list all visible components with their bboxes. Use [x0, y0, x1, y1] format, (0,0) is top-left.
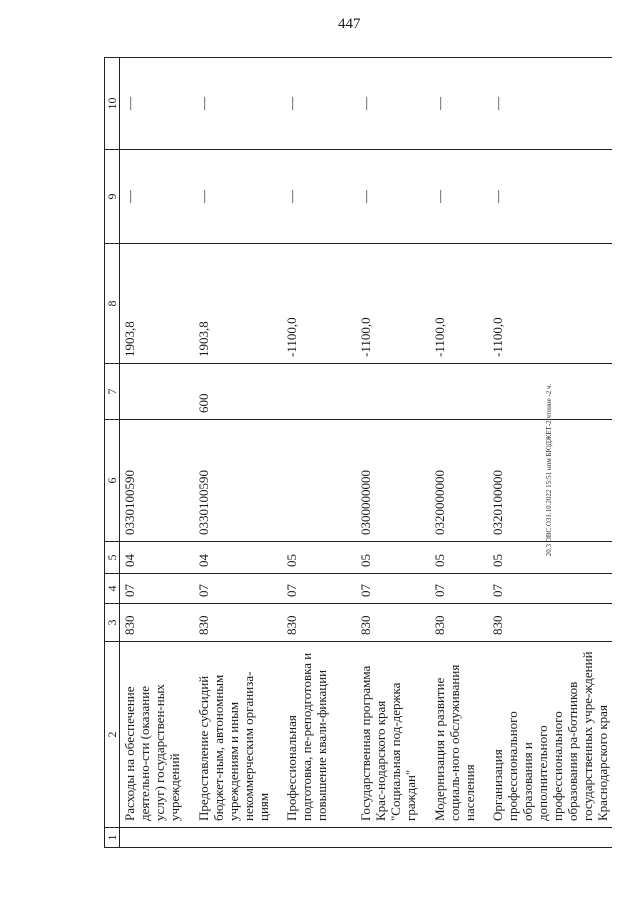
header-col-3: 3	[105, 604, 120, 642]
cell-c6	[282, 420, 356, 542]
table-row	[120, 58, 194, 848]
cell-c3: 830	[488, 604, 612, 642]
header-col-5: 5	[105, 542, 120, 574]
cell-c9: —	[282, 150, 356, 244]
table-row	[430, 58, 488, 848]
cell-c10: —	[194, 58, 282, 150]
header-col-10: 10	[105, 58, 120, 150]
cell-c5: 04	[194, 542, 282, 574]
header-col-4: 4	[105, 574, 120, 604]
cell-c9: —	[430, 150, 488, 244]
cell-c1	[120, 828, 194, 848]
cell-c5: 05	[430, 542, 488, 574]
cell-c9: —	[356, 150, 430, 244]
header-row	[105, 58, 120, 848]
cell-c5: 05	[488, 542, 612, 574]
cell-c3: 830	[356, 604, 430, 642]
cell-c4: 07	[488, 574, 612, 604]
cell-c6: 0330100590	[120, 420, 194, 542]
cell-c9: —	[194, 150, 282, 244]
cell-c3: 830	[194, 604, 282, 642]
budget-table-wrapper	[104, 58, 612, 848]
cell-c3: 830	[282, 604, 356, 642]
cell-c2: Модернизация и развитие социаль-ного обслуживания населения	[430, 642, 488, 828]
table-row	[282, 58, 356, 848]
cell-c3: 830	[430, 604, 488, 642]
header-col-7: 7	[105, 364, 120, 420]
cell-c1	[356, 828, 430, 848]
cell-c8: 1903,8	[194, 244, 282, 364]
cell-c7	[488, 364, 612, 420]
cell-c8: -1100,0	[488, 244, 612, 364]
cell-c2: Расходы на обеспечение деятельно-сти (оказание услуг) государствен-ных учреждений	[120, 642, 194, 828]
cell-c9: —	[120, 150, 194, 244]
header-col-8: 8	[105, 244, 120, 364]
cell-c4: 07	[282, 574, 356, 604]
cell-c6: 0300000000	[356, 420, 430, 542]
cell-c2: Предоставление субсидий бюджет-ным, автономным учреждениям и иным некоммерческим организа-циям	[194, 642, 282, 828]
cell-c2: Государственная программа Крас-нодарского края "Социальная под-держка граждан"	[356, 642, 430, 828]
cell-c4: 07	[194, 574, 282, 604]
page-number: 447	[338, 16, 361, 32]
cell-c3: 830	[120, 604, 194, 642]
cell-c1	[194, 828, 282, 848]
cell-c6: 0320100000	[488, 420, 612, 542]
cell-c1	[488, 828, 612, 848]
cell-c8: 1903,8	[120, 244, 194, 364]
budget-table	[104, 57, 612, 848]
cell-c7	[430, 364, 488, 420]
cell-c1	[282, 828, 356, 848]
cell-c7: 600	[194, 364, 282, 420]
cell-c10: —	[282, 58, 356, 150]
header-col-9: 9	[105, 150, 120, 244]
cell-c5: 05	[356, 542, 430, 574]
table-row	[356, 58, 430, 848]
cell-c4: 07	[356, 574, 430, 604]
header-col-6: 6	[105, 420, 120, 542]
header-col-2: 2	[105, 642, 120, 828]
table-row	[488, 58, 612, 848]
cell-c10: —	[488, 58, 612, 150]
cell-c4: 07	[120, 574, 194, 604]
cell-c4: 07	[430, 574, 488, 604]
cell-c5: 04	[120, 542, 194, 574]
cell-c7	[282, 364, 356, 420]
cell-c7	[356, 364, 430, 420]
cell-c2: Организация профессионального образования и дополнительного профессионального образования ра-ботников государственных учре-ждений Краснодарского края	[488, 642, 612, 828]
header-col-1: 1	[105, 828, 120, 848]
cell-c8: -1100,0	[430, 244, 488, 364]
cell-c5: 05	[282, 542, 356, 574]
cell-c2: Профессиональная подготовка, пе-реподготовка и повышение квали-фикации	[282, 642, 356, 828]
cell-c8: -1100,0	[356, 244, 430, 364]
cell-c6: 0330100590	[194, 420, 282, 542]
cell-c10: —	[120, 58, 194, 150]
side-note: 20.3 ОВС.О31.10.2022 15:51 нпм БЮДЖЕТ-2 чтение -2 ч.	[545, 383, 553, 557]
cell-c8: -1100,0	[282, 244, 356, 364]
cell-c9: —	[488, 150, 612, 244]
cell-c7	[120, 364, 194, 420]
cell-c1	[430, 828, 488, 848]
cell-c6: 0320000000	[430, 420, 488, 542]
cell-c10: —	[430, 58, 488, 150]
cell-c10: —	[356, 58, 430, 150]
table-row	[194, 58, 282, 848]
